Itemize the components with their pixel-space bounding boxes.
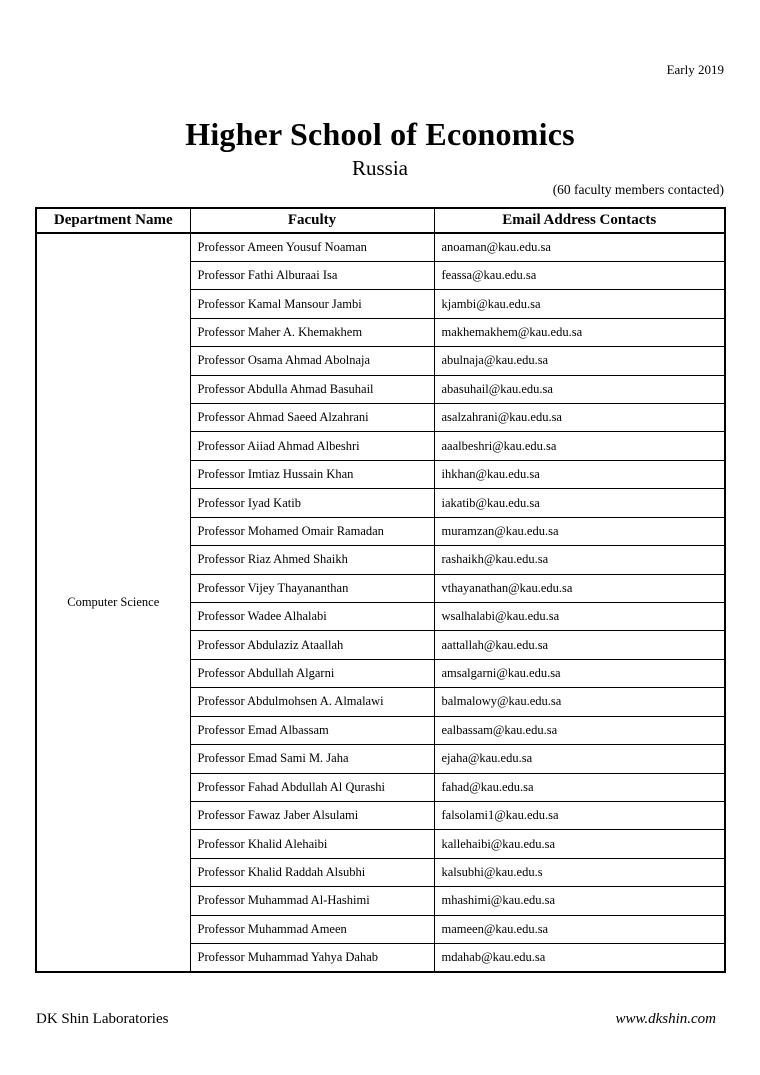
faculty-name-cell: Professor Riaz Ahmed Shaikh <box>190 546 434 574</box>
faculty-name-cell: Professor Abdulmohsen A. Almalawi <box>190 688 434 716</box>
email-cell: kallehaibi@kau.edu.sa <box>434 830 725 858</box>
faculty-name-cell: Professor Vijey Thayananthan <box>190 574 434 602</box>
email-cell: balmalowy@kau.edu.sa <box>434 688 725 716</box>
faculty-name-cell: Professor Khalid Raddah Alsubhi <box>190 858 434 886</box>
email-cell: kjambi@kau.edu.sa <box>434 290 725 318</box>
faculty-count-note: (60 faculty members contacted) <box>552 182 724 197</box>
faculty-name-cell: Professor Kamal Mansour Jambi <box>190 290 434 318</box>
faculty-name-cell: Professor Osama Ahmad Abolnaja <box>190 347 434 375</box>
faculty-name-cell: Professor Aiiad Ahmad Albeshri <box>190 432 434 460</box>
email-cell: mdahab@kau.edu.sa <box>434 944 725 972</box>
email-cell: fahad@kau.edu.sa <box>434 773 725 801</box>
faculty-name-cell: Professor Fahad Abdullah Al Qurashi <box>190 773 434 801</box>
footer-website: www.dkshin.com <box>615 1011 716 1027</box>
footer-lab-name: DK Shin Laboratories <box>36 1011 169 1027</box>
email-cell: wsalhalabi@kau.edu.sa <box>434 602 725 630</box>
email-cell: abasuhail@kau.edu.sa <box>434 375 725 403</box>
email-cell: aaalbeshri@kau.edu.sa <box>434 432 725 460</box>
table-row <box>36 233 725 261</box>
faculty-name-cell: Professor Abdulaziz Ataallah <box>190 631 434 659</box>
faculty-name-cell: Professor Muhammad Yahya Dahab <box>190 944 434 972</box>
faculty-name-cell: Professor Abdulla Ahmad Basuhail <box>190 375 434 403</box>
email-cell: ejaha@kau.edu.sa <box>434 745 725 773</box>
email-cell: kalsubhi@kau.edu.s <box>434 858 725 886</box>
column-header-department: Department Name <box>36 208 190 233</box>
faculty-table <box>35 207 726 973</box>
email-cell: anoaman@kau.edu.sa <box>434 233 725 261</box>
email-cell: ihkhan@kau.edu.sa <box>434 460 725 488</box>
email-cell: falsolami1@kau.edu.sa <box>434 801 725 829</box>
faculty-name-cell: Professor Iyad Katib <box>190 489 434 517</box>
faculty-name-cell: Professor Wadee Alhalabi <box>190 602 434 630</box>
email-cell: amsalgarni@kau.edu.sa <box>434 659 725 687</box>
faculty-name-cell: Professor Ahmad Saeed Alzahrani <box>190 404 434 432</box>
email-cell: mameen@kau.edu.sa <box>434 915 725 943</box>
faculty-name-cell: Professor Emad Albassam <box>190 716 434 744</box>
faculty-name-cell: Professor Muhammad Al-Hashimi <box>190 887 434 915</box>
department-name-cell: Computer Science <box>36 233 190 972</box>
faculty-name-cell: Professor Fawaz Jaber Alsulami <box>190 801 434 829</box>
faculty-name-cell: Professor Abdullah Algarni <box>190 659 434 687</box>
column-header-email: Email Address Contacts <box>434 208 725 233</box>
email-cell: ealbassam@kau.edu.sa <box>434 716 725 744</box>
page-title: Higher School of Economics <box>185 116 575 152</box>
column-header-faculty: Faculty <box>190 208 434 233</box>
faculty-name-cell: Professor Imtiaz Hussain Khan <box>190 460 434 488</box>
email-cell: makhemakhem@kau.edu.sa <box>434 318 725 346</box>
faculty-name-cell: Professor Khalid Alehaibi <box>190 830 434 858</box>
email-cell: feassa@kau.edu.sa <box>434 261 725 289</box>
table-body <box>36 233 725 972</box>
document-date: Early 2019 <box>666 62 724 77</box>
email-cell: iakatib@kau.edu.sa <box>434 489 725 517</box>
faculty-name-cell: Professor Emad Sami M. Jaha <box>190 745 434 773</box>
email-cell: mhashimi@kau.edu.sa <box>434 887 725 915</box>
page-subtitle: Russia <box>351 156 408 180</box>
email-cell: aattallah@kau.edu.sa <box>434 631 725 659</box>
faculty-name-cell: Professor Ameen Yousuf Noaman <box>190 233 434 261</box>
email-cell: asalzahrani@kau.edu.sa <box>434 404 725 432</box>
email-cell: vthayanathan@kau.edu.sa <box>434 574 725 602</box>
faculty-name-cell: Professor Fathi Alburaai Isa <box>190 261 434 289</box>
email-cell: muramzan@kau.edu.sa <box>434 517 725 545</box>
faculty-name-cell: Professor Mohamed Omair Ramadan <box>190 517 434 545</box>
email-cell: rashaikh@kau.edu.sa <box>434 546 725 574</box>
email-cell: abulnaja@kau.edu.sa <box>434 347 725 375</box>
faculty-name-cell: Professor Maher A. Khemakhem <box>190 318 434 346</box>
faculty-name-cell: Professor Muhammad Ameen <box>190 915 434 943</box>
table-header-row <box>36 208 725 233</box>
